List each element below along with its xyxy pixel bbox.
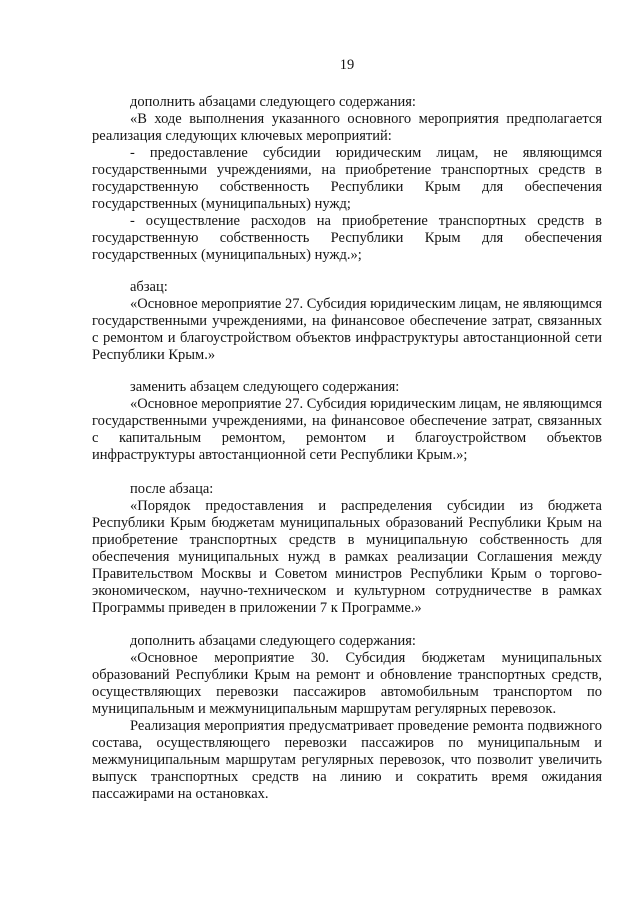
- instruction-text: дополнить абзацами следующего содержания:: [130, 94, 416, 110]
- paragraph: «Основное мероприятие 30. Субсидия бюджетам муниципальных образований Республики Крым на ремонт и обновление транспортных средств, осуществляющих перевозки пассажиров автомобильным транспортом по муниципальным и межмуниципальным маршрутам регулярных перевозок.: [92, 650, 602, 717]
- instruction-text: дополнить абзацами следующего содержания:: [130, 633, 416, 649]
- page-number: 19: [339, 57, 355, 73]
- section-5: [92, 633, 602, 803]
- paragraph: Реализация мероприятия предусматривает проведение ремонта подвижного состава, осуществляющего перевозки пассажиров по муниципальным и межмуниципальным маршрутам регулярных перевозок, что позволит увеличить выпуск транспортных средств на линию и сократить время ожидания пассажирами на остановках.: [92, 718, 602, 802]
- list-item: - предоставление субсидии юридическим лицам, не являющимся государственными учреждениями, на приобретение транспортных средств в государственную собственность Республики Крым для обеспечения государственных (муниципальных) нужд;: [92, 145, 602, 212]
- instruction-text: абзац:: [130, 279, 168, 295]
- instruction-text: после абзаца:: [130, 481, 214, 497]
- paragraph: «В ходе выполнения указанного основного мероприятия предполагается реализация следующих ключевых мероприятий:: [92, 111, 602, 144]
- paragraph: «Порядок предоставления и распределения субсидии из бюджета Республики Крым бюджетам муниципальных образований Республики Крым на приобретение транспортных средств в муниципальную собственность для обеспечения муниципальных нужд в рамках реализации Соглашения между Правительством Москвы и Советом министров Республики Крым о торгово-экономическом, научно-техническом и культурном сотрудничестве в рамках Программы приведен в приложении 7 к Программе.»: [92, 498, 602, 616]
- paragraph: «Основное мероприятие 27. Субсидия юридическим лицам, не являющимся государственными учреждениями, на финансовое обеспечение затрат, связанных с ремонтом и благоустройством объектов инфраструктуры автостанционной сети Республики Крым.»: [92, 296, 602, 363]
- section-4: [92, 481, 602, 617]
- section-1: [92, 94, 602, 264]
- instruction-text: заменить абзацем следующего содержания:: [130, 379, 400, 395]
- list-item: - осуществление расходов на приобретение транспортных средств в государственную собственность Республики Крым для обеспечения государственных (муниципальных) нужд.»;: [92, 213, 602, 263]
- section-3: [92, 379, 602, 464]
- paragraph: «Основное мероприятие 27. Субсидия юридическим лицам, не являющимся государственными учреждениями, на финансовое обеспечение затрат, связанных с капитальным ремонтом, ремонтом и благоустройством объектов инфраструктуры автостанционной сети Республики Крым.»;: [92, 396, 602, 463]
- section-2: [92, 279, 602, 364]
